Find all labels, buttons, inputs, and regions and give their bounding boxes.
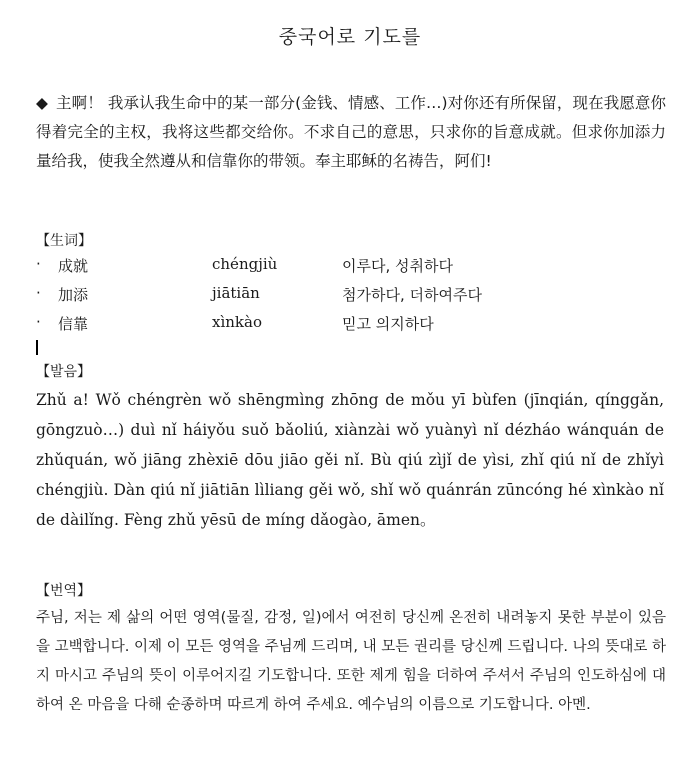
vocab-word: 成就 xyxy=(58,257,89,275)
vocab-bullet: · xyxy=(36,313,41,331)
pronunciation-label: 【발음】 xyxy=(36,364,92,380)
vocab-meaning: 이루다, 성취하다 xyxy=(342,257,453,275)
vocab-bullet: · xyxy=(36,284,41,302)
translation-text: 주님, 저는 제 삶의 어떤 영역(물질, 감정, 일)에서 여전히 당신께 온전히 내려놓지 못한 부분이 있음을 고백합니다. 이제 이 모든 영역을 주님께 드리며, 내 모든 권리를 당신께 드립니다. 나의 뜻대로 하지 마시고 주님의 뜻이 이루어지길 기도합니다. 또한 제게 힘을 더하여 주셔서 주님의 인도하심에 대하여 온 마음을 다해 순종하며 따르게 하여 주세요. 예수님의 이름으로 기도합니다. 아멘. xyxy=(36,610,666,713)
vocab-pinyin: chéngjiù xyxy=(212,255,278,273)
translation-label: 【번역】 xyxy=(36,583,92,599)
vocab-meaning: 첨가하다, 더하여주다 xyxy=(342,286,482,304)
page-title: 중국어로 기도를 xyxy=(278,26,422,48)
vocab-pinyin: jiātiān xyxy=(212,284,260,302)
vocab-word: 信靠 xyxy=(58,315,89,333)
vocabulary-label: 【生词】 xyxy=(36,233,92,249)
diamond-bullet-icon: ◆ xyxy=(36,94,49,112)
prayer-paragraph xyxy=(36,89,666,176)
text-cursor[interactable] xyxy=(36,340,38,355)
pronunciation-text: Zhǔ a! Wǒ chéngrèn wǒ shēngmìng zhōng de mǒu yī bùfen (jīnqián, qínggǎn, gōngzuò…) duì nǐ háiyǒu suǒ bǎoliú, xiànzài wǒ yuànyì nǐ dézháo wánquán de zhǔquán, wǒ jiāng zhèxiē dōu jiāo gěi nǐ. Bù qiú zìjǐ de yìsi, zhǐ qiú nǐ de zhǐyì chéngjiù. Dàn qiú nǐ jiātiān lìliang gěi wǒ, shǐ wǒ quánrán zūncóng hé xìnkào nǐ de dàilǐng. Fèng zhǔ yēsū de míng dǎogào, āmen。 xyxy=(36,391,664,529)
vocab-bullet: · xyxy=(36,255,41,273)
vocab-pinyin: xìnkào xyxy=(212,313,262,331)
vocab-meaning: 믿고 의지하다 xyxy=(342,315,434,333)
vocab-word: 加添 xyxy=(58,286,89,304)
prayer-text: 主啊！ 我承认我生命中的某一部分(金钱、情感、工作…)对你还有所保留，现在我愿意你得着完全的主权，我将这些都交给你。不求自己的意思，只求你的旨意成就。但求你加添力量给我，使我全然遵从和信靠你的带领。奉主耶稣的名祷告，阿们! xyxy=(36,94,667,170)
